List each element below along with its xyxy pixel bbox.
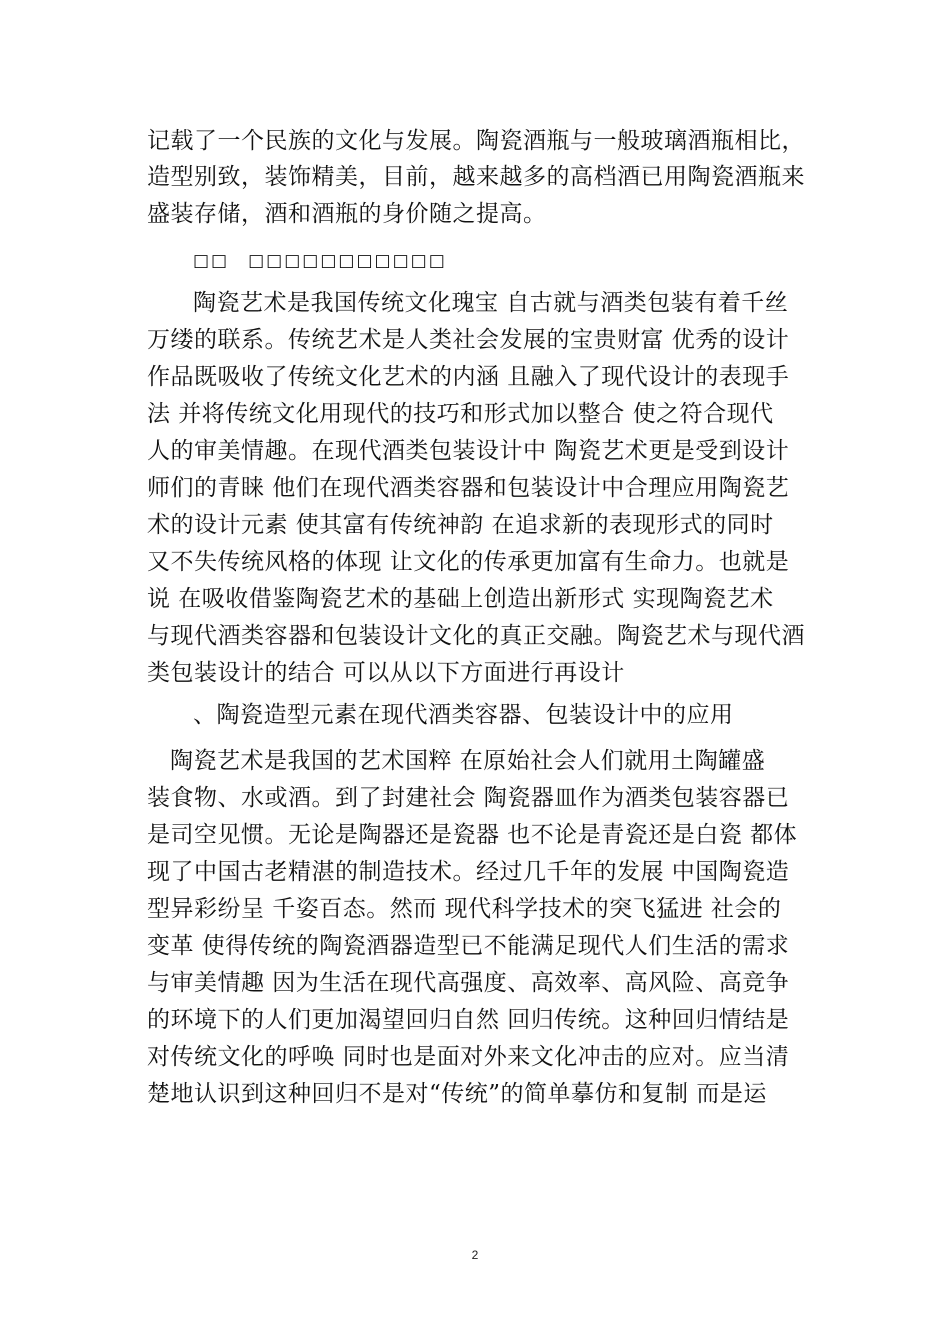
body-text-line: 术的设计元素 使其富有传统神韵 在追求新的表现形式的同时 (147, 512, 774, 538)
body-text-line: 型异彩纷呈 千姿百态。然而 现代科学技术的突飞猛进 社会的 (147, 896, 782, 922)
body-text-line: 师们的青睐 他们在现代酒类容器和包装设计中合理应用陶瓷艺 (147, 475, 790, 501)
body-text-line: 楚地认识到这种回归不是对“传统”的简单摹仿和复制 而是运 (147, 1081, 767, 1107)
body-text-line: 记载了一个民族的文化与发展。陶瓷酒瓶与一般玻璃酒瓶相比， (147, 128, 805, 154)
body-text-line: 盛装存储，酒和酒瓶的身价随之提高。 (147, 201, 547, 227)
body-text-line: 的环境下的人们更加渴望回归自然 回归传统。这种回归情结是 (147, 1007, 790, 1033)
body-text-line: 造型别致，装饰精美，目前，越来越多的高档酒已用陶瓷酒瓶来 (147, 164, 805, 190)
body-text-line: 人的审美情趣。在现代酒类包装设计中 陶瓷艺术更是受到设计 (147, 438, 790, 464)
body-text-line: 万缕的联系。传统艺术是人类社会发展的宝贵财富 优秀的设计 (147, 327, 790, 353)
body-text-line: 说 在吸收借鉴陶瓷艺术的基础上创造出新形式 实现陶瓷艺术 (147, 586, 774, 612)
body-text-line: 变革 使得传统的陶瓷酒器造型已不能满足现代人们生活的需求 (147, 933, 790, 959)
body-text-line: 与现代酒类容器和包装设计文化的真正交融。陶瓷艺术与现代酒 (147, 623, 805, 649)
body-text-line: 装食物、水或酒。到了封建社会 陶瓷器皿作为酒类包装容器已 (147, 785, 790, 811)
body-text-line: 与审美情趣 因为生活在现代高强度、高效率、高风险、高竞争 (147, 970, 790, 996)
body-text-line: 陶瓷艺术是我国的艺术国粹 在原始社会人们就用土陶罐盛 (170, 748, 766, 774)
subsection-heading: 、陶瓷造型元素在现代酒类容器、包装设计中的应用 (193, 702, 734, 728)
section-heading: □□ □□□□□□□□□□□ (193, 251, 447, 271)
body-text-line: 现了中国古老精湛的制造技术。经过几千年的发展 中国陶瓷造 (147, 859, 790, 885)
body-text-line: 法 并将传统文化用现代的技巧和形式加以整合 使之符合现代 (147, 401, 774, 427)
body-text-line: 又不失传统风格的体现 让文化的传承更加富有生命力。也就是 (147, 549, 790, 575)
body-text-line: 作品既吸收了传统文化艺术的内涵 且融入了现代设计的表现手 (147, 364, 790, 390)
body-text-line: 对传统文化的呼唤 同时也是面对外来文化冲击的应对。应当清 (147, 1044, 790, 1070)
body-text-line: 是司空见惯。无论是陶器还是瓷器 也不论是青瓷还是白瓷 都体 (147, 822, 798, 848)
page-number: 2 (471, 1248, 479, 1262)
body-text-line: 陶瓷艺术是我国传统文化瑰宝 自古就与酒类包装有着千丝 (193, 290, 789, 316)
body-text-line: 类包装设计的结合 可以从以下方面进行再设计 (147, 660, 625, 686)
